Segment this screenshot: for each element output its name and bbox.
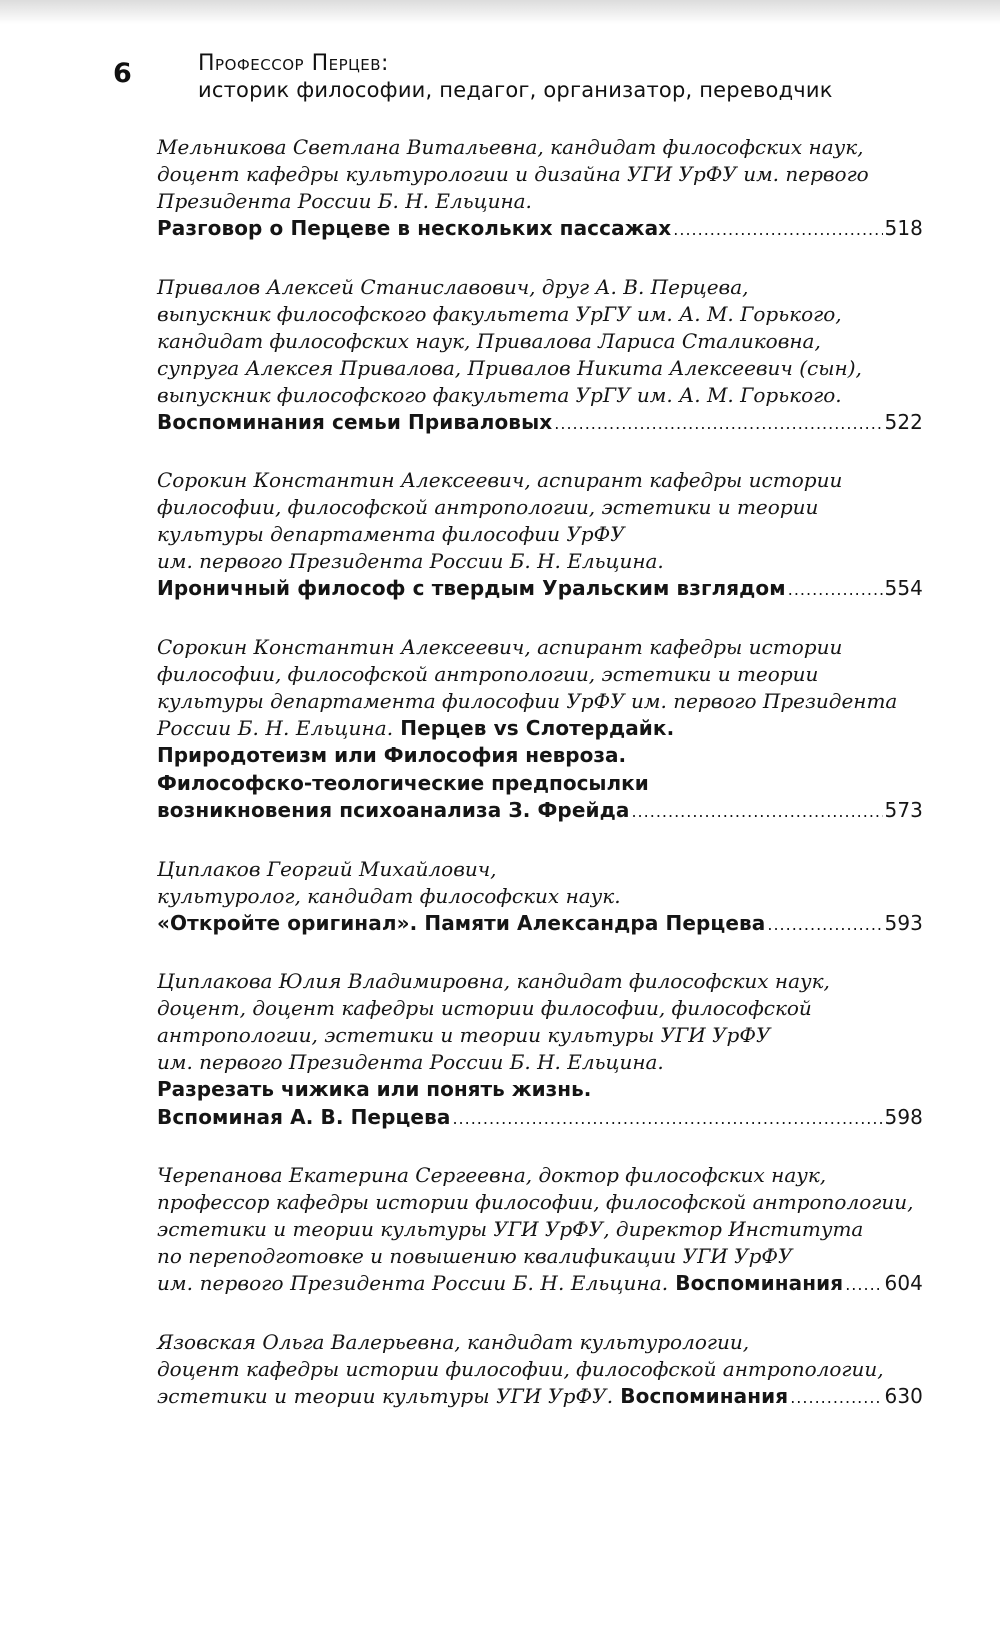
entry-page-number: 554 [884,576,923,600]
toc-entry [157,274,923,438]
entry-title-line[interactable] [157,797,923,826]
entry-page-number: 604 [884,1271,923,1295]
entry-title-line[interactable] [157,1270,923,1299]
toc-entry [157,968,923,1132]
entry-title-line[interactable] [157,409,923,438]
entry-author-tail: им. первого Президента России Б. Н. Ельцина. [157,1271,669,1295]
header-title: Профессор Перцев: [198,51,389,76]
dot-leader [631,798,882,826]
entry-title-line-2: Философско-теологические предпосылки [157,770,649,795]
entry-page-number: 522 [884,409,923,434]
entry-author: Сорокин Константин Алексеевич, аспирант кафедры истории философии, философской антропологии, эстетики и теории культуры департамента философии УрФУ им. первого Президента России Б. Н. Ельцина. [157,468,843,573]
entry-page-number: 573 [884,798,923,822]
entry-page-number: 518 [884,216,923,240]
entry-title-line[interactable] [157,575,923,604]
entry-author: Циплаков Георгий Михайлович, культуролог, кандидат философских наук. [157,856,621,908]
running-header [198,50,833,103]
entry-author: Сорокин Константин Алексеевич, аспирант кафедры истории философии, философской антропологии, эстетики и теории культуры департамента философии УрФУ им. первого Президента [157,634,898,713]
entry-page-number: 630 [884,1383,923,1408]
table-of-contents [157,134,923,1411]
header-subtitle: историк философии, педагог, организатор, переводчик [198,78,833,102]
entry-mixed-line [157,715,923,743]
dot-leader [554,410,882,438]
dot-leader [790,1384,882,1412]
entry-author: Язовская Ольга Валерьевна, кандидат культурологии, доцент кафедры истории философии, философской антропологии, [157,1329,884,1381]
entry-author-tail: России Б. Н. Ельцина. [157,715,394,740]
entry-title-line[interactable] [157,215,923,244]
entry-title: Воспоминания [620,1383,789,1408]
entry-title: Воспоминания семьи Приваловых [157,409,553,434]
entry-author: Черепанова Екатерина Сергеевна, доктор философских наук, профессор кафедры истории философии, философской антропологии, эстетики и теории культуры УГИ УрФУ, директор Института по переподготовке и повышению квалификации УГИ УрФУ [157,1163,914,1268]
entry-author: Циплакова Юлия Владимировна, кандидат философских наук, доцент, доцент кафедры истории философии, философской антропологии, эстетики и теории культуры УГИ УрФУ им. первого Президента России Б. Н. Ельцина. [157,969,830,1074]
entry-title-line[interactable] [157,1383,923,1412]
page-number: 6 [113,58,132,89]
entry-page-number: 593 [884,910,923,935]
entry-author: Привалов Алексей Станиславович, друг А. В. Перцева, выпускник философского факультета УрГУ им. А. М. Горького, кандидат философских наук, Привалова Лариса Сталиковна, супруга Алексея Привалова, Привалов Никита Алексеевич (сын), выпускник философского факультета УрГУ им. А. М. Горького. [157,274,862,407]
entry-title-line-1: Разрезать чижика или понять жизнь. [157,1077,592,1101]
dot-leader [845,1271,882,1299]
entry-page-number: 598 [884,1104,923,1129]
entry-title: Ироничный философ с твердым Уральским взглядом [157,576,786,600]
toc-entry [157,134,923,244]
toc-entry [157,856,923,939]
toc-entry [157,467,923,604]
entry-title: Воспоминания [675,1271,844,1295]
toc-entry [157,1329,923,1412]
entry-title: возникновения психоанализа З. Фрейда [157,798,630,822]
entry-author: Мельникова Светлана Витальевна, кандидат философских наук, доцент кафедры культурологии и дизайна УГИ УрФУ им. первого Президента России Б. Н. Ельцина. [157,135,869,213]
entry-title: «Откройте оригинал». Памяти Александра Перцева [157,910,766,935]
entry-title-line[interactable] [157,1104,923,1133]
entry-author-tail: эстетики и теории культуры УГИ УрФУ. [157,1383,614,1408]
toc-entry [157,634,923,826]
page-top-shadow [0,0,1000,24]
entry-title: Вспоминая А. В. Перцева [157,1104,451,1129]
entry-title-line[interactable] [157,910,923,939]
dot-leader [767,911,882,939]
toc-entry [157,1162,923,1299]
entry-title-line-1: Природотеизм или Философия невроза. [157,743,627,767]
dot-leader [673,216,882,244]
entry-title-start: Перцев vs Слотердайк. [400,715,675,740]
entry-title: Разговор о Перцеве в нескольких пассажах [157,216,672,240]
dot-leader [452,1105,882,1133]
dot-leader [788,576,883,604]
